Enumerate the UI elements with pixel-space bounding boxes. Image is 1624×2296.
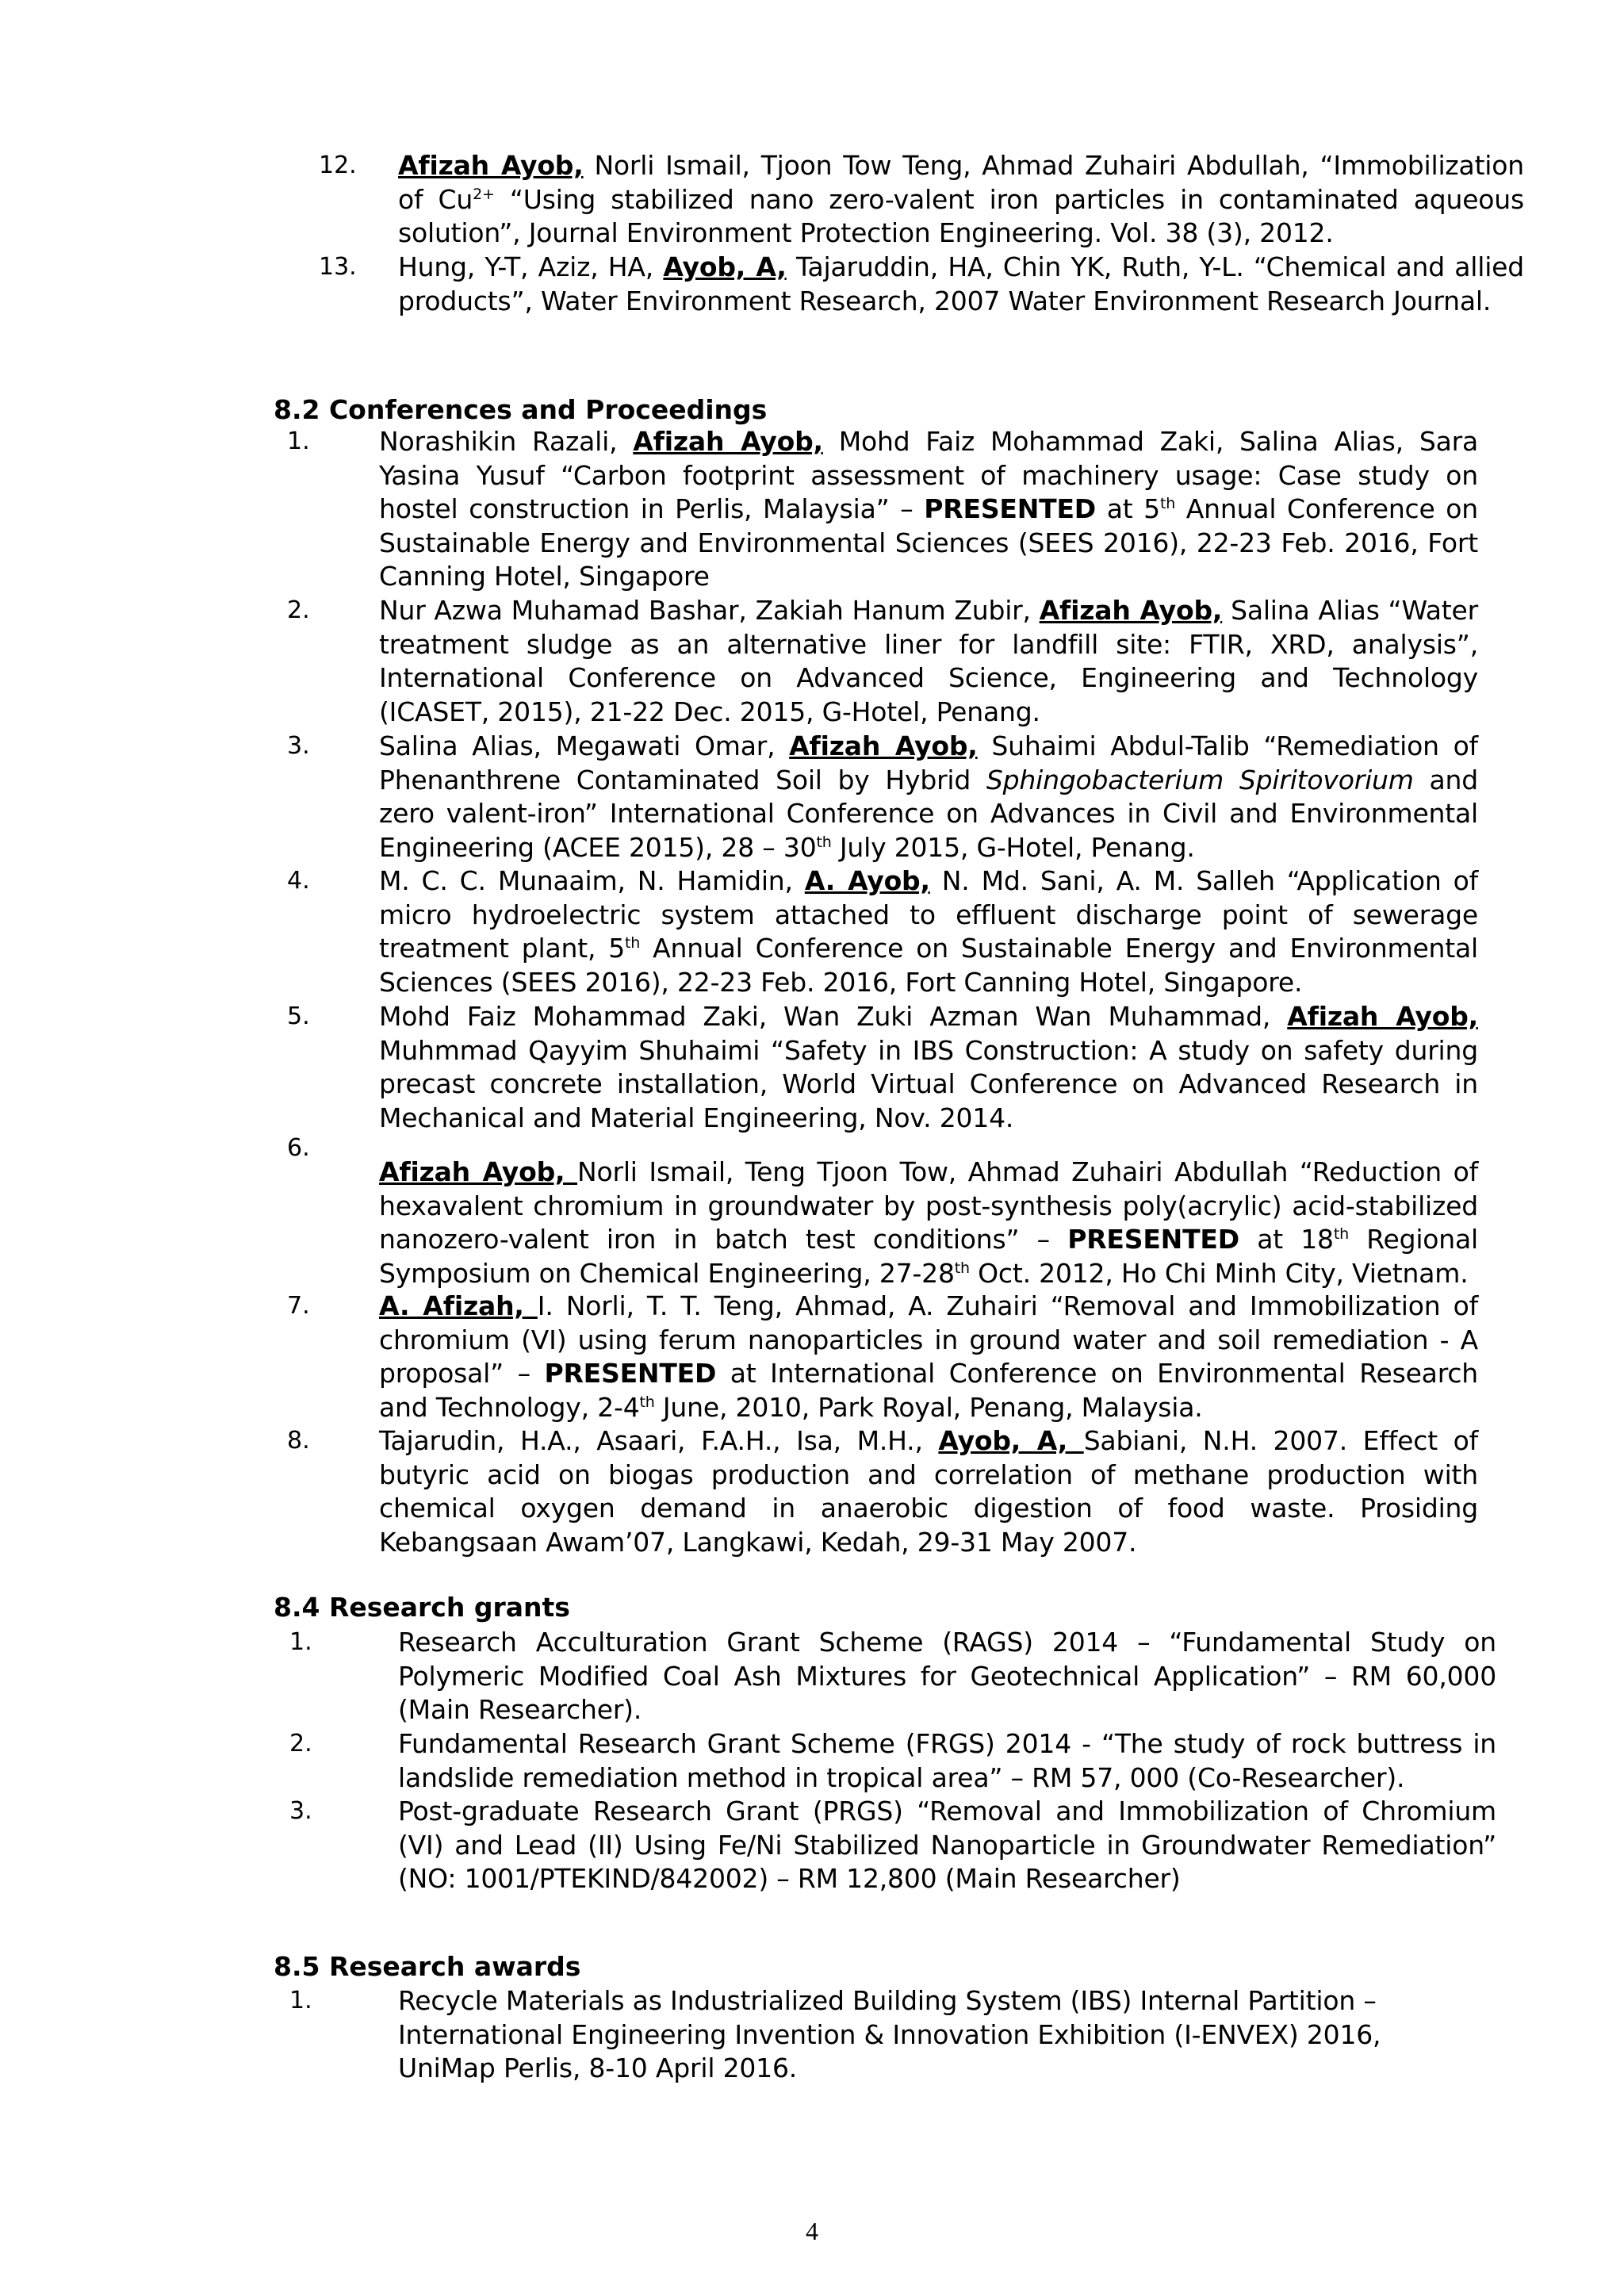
conference-entry bbox=[287, 1290, 1478, 1424]
author-highlight: Afizah Ayob, bbox=[1039, 595, 1223, 626]
entry-text: A. Afizah, I. Norli, T. T. Teng, Ahmad, A. Zuhairi “Removal and Immobilization of chromium (VI) using ferum nanoparticles in ground water and soil remediation - A proposal” – PRESENTED at International Conference on Environmental Research and Technology, 2-4th June, 2010, Park Royal, Penang, Malaysia. bbox=[379, 1290, 1478, 1423]
entry-text: Recycle Materials as Industrialized Building System (IBS) Internal Partition – International Engineering Invention & Innovation Exhibition (I-ENVEX) 2016, UniMap Perlis, 8-10 April 2016. bbox=[398, 1985, 1381, 2083]
author-highlight: Ayob, A, bbox=[938, 1425, 1084, 1456]
author-highlight: Afizah Ayob, bbox=[789, 730, 978, 761]
conference-entry bbox=[287, 730, 1478, 864]
entry-number: 13. bbox=[319, 253, 357, 281]
conference-entry bbox=[287, 1132, 1478, 1290]
entry-text: Afizah Ayob, Norli Ismail, Teng Tjoon Tow, Ahmad Zuhairi Abdullah “Reduction of hexavalent chromium in groundwater by post-synthesis poly(acrylic) acid-stabilized nanozero-valent iron in batch test conditions” – PRESENTED at 18th Regional Symposium on Chemical Engineering, 27-28th Oct. 2012, Ho Chi Minh City, Vietnam. bbox=[379, 1156, 1478, 1289]
entry-text: M. C. C. Munaaim, N. Hamidin, A. Ayob, N. Md. Sani, A. M. Salleh “Application of micro hydroelectric system attached to effluent discharge point of sewerage treatment plant, 5th Annual Conference on Sustainable Energy and Environmental Sciences (SEES 2016), 22-23 Feb. 2016, Fort Canning Hotel, Singapore. bbox=[379, 865, 1479, 998]
entry-text: Hung, Y-T, Aziz, HA, Ayob, A, Tajaruddin, HA, Chin YK, Ruth, Y-L. “Chemical and allied products”, Water Environment Research, 2007 Water Environment Research Journal. bbox=[398, 251, 1525, 316]
conference-entry bbox=[287, 1000, 1478, 1135]
award-entry bbox=[289, 1984, 1496, 2086]
entry-number: 2. bbox=[289, 1730, 312, 1757]
entry-text: Norashikin Razali, Afizah Ayob, Mohd Faiz Mohammad Zaki, Salina Alias, Sara Yasina Yusuf “Carbon footprint assessment of machinery usage: Case study on hostel construction in Perlis, Malaysia” – PRESENTED at 5th Annual Conference on Sustainable Energy and Environmental Sciences (SEES 2016), 22-23 Feb. 2016, Fort Canning Hotel, Singapore bbox=[379, 426, 1478, 592]
entry-text: Salina Alias, Megawati Omar, Afizah Ayob, Suhaimi Abdul-Talib “Remediation of Phenanthrene Contaminated Soil by Hybrid Sphingobacterium Spiritovorium and zero valent-iron” International Conference on Advances in Civil and Environmental Engineering (ACEE 2015), 28 – 30th July 2015, G-Hotel, Penang. bbox=[379, 730, 1478, 863]
entry-number: 5. bbox=[287, 1002, 310, 1030]
entry-text: Research Acculturation Grant Scheme (RAGS) 2014 – “Fundamental Study on Polymeric Modified Coal Ash Mixtures for Geotechnical Application” – RM 60,000 (Main Researcher). bbox=[398, 1627, 1496, 1725]
conference-entry bbox=[287, 594, 1478, 729]
entry-text: Post-graduate Research Grant (PRGS) “Removal and Immobilization of Chromium (VI) and Lead (II) Using Fe/Ni Stabilized Nanoparticle in Groundwater Remediation” (NO: 1001/PTEKIND/842002) – RM 12,800 (Main Researcher) bbox=[398, 1796, 1496, 1894]
author-highlight: Afizah Ayob, bbox=[398, 150, 584, 181]
grant-entry bbox=[289, 1795, 1496, 1896]
entry-number: 3. bbox=[287, 732, 310, 760]
section-heading-grants: 8.4 Research grants bbox=[274, 1592, 570, 1623]
entry-number: 7. bbox=[287, 1292, 310, 1320]
publication-entry bbox=[319, 251, 1524, 318]
author-highlight: Afizah Ayob, bbox=[379, 1156, 577, 1187]
entry-text: Nur Azwa Muhamad Bashar, Zakiah Hanum Zubir, Afizah Ayob, Salina Alias “Water treatment sludge as an alternative liner for landfill site: FTIR, XRD, analysis”, International Conference on Advanced Science, Engineering and Technology (ICASET, 2015), 21-22 Dec. 2015, G-Hotel, Penang. bbox=[379, 595, 1478, 727]
entry-number: 2. bbox=[287, 596, 310, 624]
author-highlight: A. Afizah, bbox=[379, 1290, 538, 1321]
grant-entry bbox=[289, 1727, 1496, 1795]
conference-entry bbox=[287, 864, 1478, 999]
entry-number: 12. bbox=[319, 151, 357, 179]
section-heading-conferences: 8.2 Conferences and Proceedings bbox=[274, 394, 768, 425]
conference-entry bbox=[287, 1424, 1478, 1559]
species-name: Sphingobacterium Spiritovorium bbox=[986, 764, 1414, 795]
entry-text: Tajarudin, H.A., Asaari, F.A.H., Isa, M.H., Ayob, A, Sabiani, N.H. 2007. Effect of butyric acid on biogas production and correlation of methane production with chemical oxygen demand in anaerobic digestion of food waste. Prosiding Kebangsaan Awam’07, Langkawi, Kedah, 29-31 May 2007. bbox=[379, 1425, 1478, 1558]
author-highlight: Ayob, A, bbox=[663, 251, 787, 282]
entry-number: 8. bbox=[287, 1427, 310, 1455]
section-heading-awards: 8.5 Research awards bbox=[274, 1951, 581, 1982]
entry-text: Afizah Ayob, Norli Ismail, Tjoon Tow Teng, Ahmad Zuhairi Abdullah, “Immobilization of $Cu^{2+}$ “Using stabilized nano zero-valent iron particles in contaminated aqueous solution”, Journal Environment Protection Engineering. Vol. 38 (3), 2012. bbox=[398, 150, 1524, 248]
page-number: 4 bbox=[806, 2217, 818, 2245]
author-highlight: Afizah Ayob, bbox=[633, 426, 823, 457]
author-highlight: Afizah Ayob, bbox=[1287, 1001, 1478, 1032]
entry-number: 1. bbox=[289, 1628, 312, 1656]
grant-entry bbox=[289, 1626, 1496, 1727]
entry-number: 1. bbox=[289, 1987, 312, 2014]
publication-entry bbox=[319, 149, 1524, 251]
entry-text: Mohd Faiz Mohammad Zaki, Wan Zuki Azman Wan Muhammad, Afizah Ayob, Muhmmad Qayyim Shuhaimi “Safety in IBS Construction: A study on safety during precast concrete installation, World Virtual Conference on Advanced Research in Mechanical and Material Engineering, Nov. 2014. bbox=[379, 1001, 1478, 1133]
entry-text: Fundamental Research Grant Scheme (FRGS) 2014 - “The study of rock buttress in landslide remediation method in tropical area” – RM 57, 000 (Co-Researcher). bbox=[398, 1728, 1496, 1793]
entry-number: 1. bbox=[287, 427, 310, 455]
entry-number: 3. bbox=[289, 1797, 312, 1825]
author-highlight: A. Ayob, bbox=[804, 865, 930, 896]
entry-number: 6. bbox=[287, 1134, 310, 1162]
entry-number: 4. bbox=[287, 867, 310, 895]
conference-entry bbox=[287, 425, 1478, 594]
